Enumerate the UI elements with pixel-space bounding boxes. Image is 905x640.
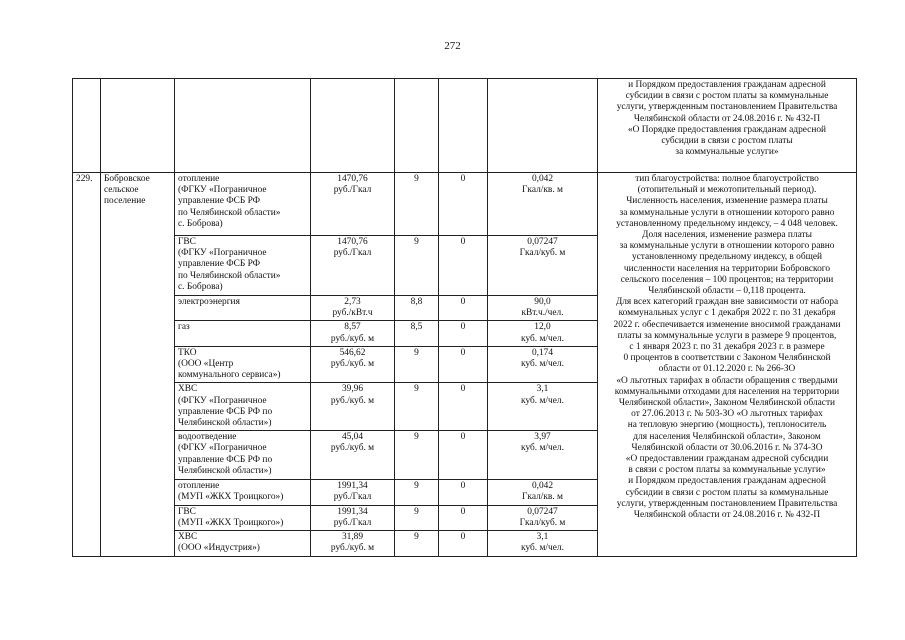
carry-over-note: и Порядком предоставления гражданам адресной субсидии в связи с ростом платы за коммунальные услуги, утвержденным постановлением Правительства Челябинской области от 24.08.2016 г. № 432-П «О Порядке предоставления гражданам адресной субсидии в связи с ростом платы за коммунальные услуги» [598,79,857,173]
entry-note: тип благоустройства: полное благоустройство (отопительный и межотопительный период). Численность населения, изменение размера платы за коммунальные услуги в отношении которого равно установленному предельному индексу, – 4 048 человек. Доля населения, изменение размера платы за коммунальные услуги в отношении которого равно установленному предельному индексу, в общей численности населения на территории Бобровского сельского поселения – 100 процентов; на территории Челябинской области – 0,118 процента. Для всех категорий граждан вне зависимости от набора коммунальных услуг с 1 декабря 2022 г. по 31 декабря 2022 г. обеспечивается изменение вносимой гражданами платы за коммунальные услуги в размере 9 процентов, с 1 января 2023 г. по 31 декабря 2023 г. в размере 0 процентов в соответствии с Законом Челябинской области от 01.12.2020 г. № 266-ЗО «О льготных тарифах в области обращения с твердыми коммунальными отходами для населения на территории Челябинской области», Законом Челябинской области от 27.06.2013 г. № 503-ЗО «О льготных тарифах на тепловую энергию (мощность), теплоноситель для населения Челябинской области», Законом Челябинской области от 30.06.2016 г. № 374-ЗО «О предоставлении гражданам адресной субсидии в связи с ростом платы за коммунальные услуги» и Порядком предоставления гражданам адресной субсидии в связи с ростом платы за коммунальные услуги, утвержденным постановлением Правительства Челябинской области от 24.08.2016 г. № 432-П [598,173,857,557]
volume-value: 0,042 Гкал/кв. м [488,480,598,505]
tariff-value: 2,73 руб./кВт.ч [311,296,395,321]
tariff-value: 1991,34 руб./Гкал [311,480,395,505]
tariff-value: 31,89 руб./куб. м [311,531,395,557]
service-name: ТКО (ООО «Центр коммунального сервиса») [175,346,311,383]
zero-value: 0 [439,173,488,236]
volume-value: 0,174 куб. м/чел. [488,346,598,383]
increase-value: 8,8 [395,296,439,321]
service-name: газ [175,321,311,346]
tariff-value: 1470,76 руб./Гкал [311,236,395,296]
volume-cell [488,79,598,173]
increase-value: 9 [395,173,439,236]
service-name: отопление (МУП «ЖКХ Троицкого») [175,480,311,505]
zero-value: 0 [439,296,488,321]
service-name: ХВС (ФГКУ «Пограничное управление ФСБ РФ по Челябинской области») [175,383,311,431]
service-name: ХВС (ООО «Индустрия») [175,531,311,557]
zero-value: 0 [439,236,488,296]
page-number: 272 [444,40,461,52]
table-row [73,173,857,236]
zero-value: 0 [439,480,488,505]
service-name: ГВС (МУП «ЖКХ Троицкого») [175,505,311,530]
increase-value: 9 [395,236,439,296]
volume-value: 0,07247 Гкал/куб. м [488,236,598,296]
service-cell [175,79,311,173]
tariff-value: 1470,76 руб./Гкал [311,173,395,236]
increase-value: 9 [395,383,439,431]
increase-cell [395,79,439,173]
increase-value: 8,5 [395,321,439,346]
volume-value: 0,07247 Гкал/куб. м [488,505,598,530]
settlement-name: Бобровское сельское поселение [101,173,175,557]
zero-value: 0 [439,505,488,530]
tariff-value: 1991,34 руб./Гкал [311,505,395,530]
tariff-value: 45,04 руб./куб. м [311,431,395,480]
zero-value: 0 [439,321,488,346]
service-name: водоотведение (ФГКУ «Пограничное управление ФСБ РФ по Челябинской области») [175,431,311,480]
volume-value: 90,0 кВт.ч./чел. [488,296,598,321]
increase-value: 9 [395,346,439,383]
tariff-value: 39,96 руб./куб. м [311,383,395,431]
zero-value: 0 [439,431,488,480]
zero-value: 0 [439,531,488,557]
volume-value: 0,042 Гкал/кв. м [488,173,598,236]
volume-value: 12,0 куб. м/чел. [488,321,598,346]
tariff-value: 546,62 руб./куб. м [311,346,395,383]
settlement-cell [101,79,175,173]
service-name: электроэнергия [175,296,311,321]
increase-value: 9 [395,505,439,530]
increase-value: 9 [395,531,439,557]
volume-value: 3,97 куб. м/чел. [488,431,598,480]
increase-value: 9 [395,480,439,505]
volume-value: 3,1 куб. м/чел. [488,531,598,557]
service-name: отопление (ФГКУ «Пограничное управление ФСБ РФ по Челябинской области» с. Боброва) [175,173,311,236]
tariff-cell [311,79,395,173]
volume-value: 3,1 куб. м/чел. [488,383,598,431]
increase-value: 9 [395,431,439,480]
tariff-table [72,78,857,557]
tariff-value: 8,57 руб./куб. м [311,321,395,346]
number-cell [73,79,101,173]
zero-cell [439,79,488,173]
zero-value: 0 [439,346,488,383]
zero-value: 0 [439,383,488,431]
carry-over-row [73,79,857,173]
service-name: ГВС (ФГКУ «Пограничное управление ФСБ РФ по Челябинской области» с. Боброва) [175,236,311,296]
entry-number: 229. [73,173,101,557]
